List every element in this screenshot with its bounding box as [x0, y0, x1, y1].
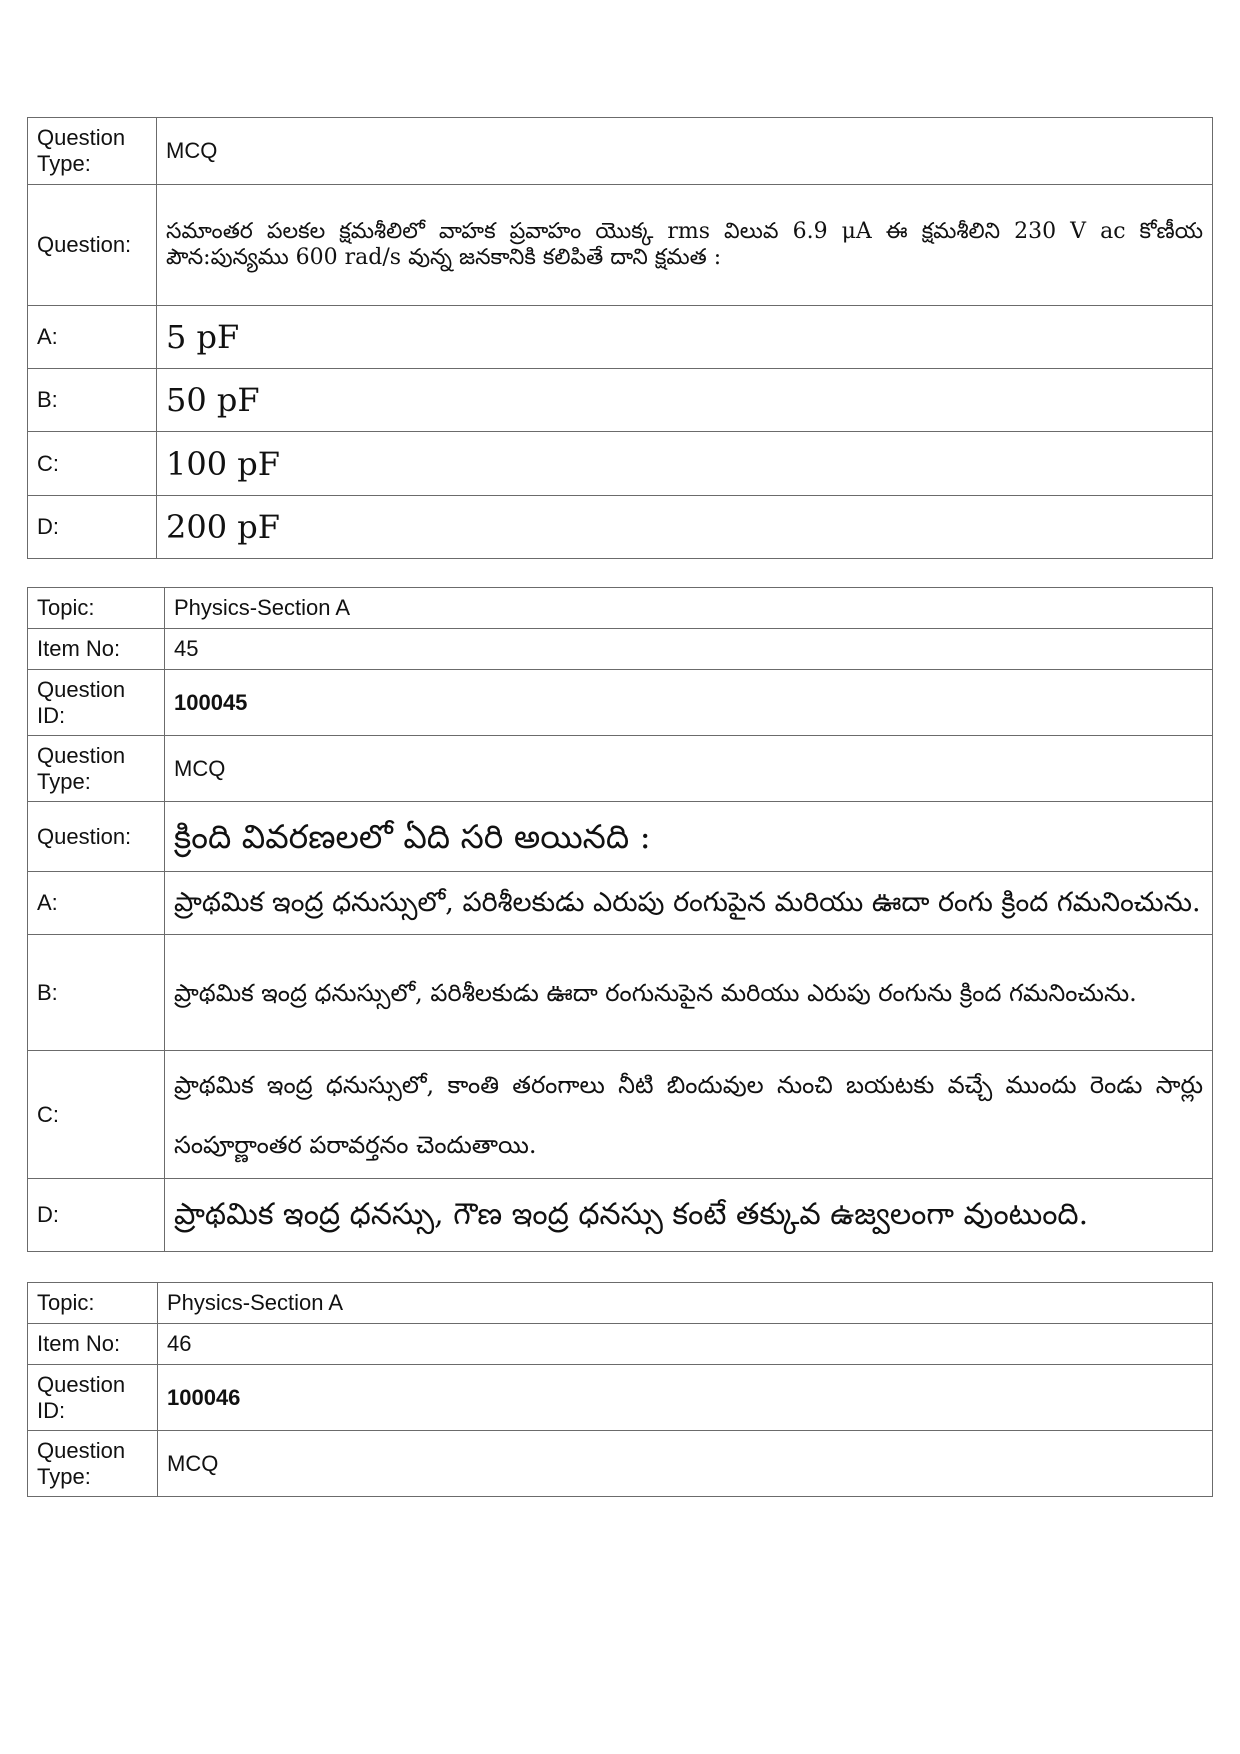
question-row — [28, 802, 1213, 872]
topic-value: Physics-Section A — [165, 588, 1213, 629]
option-c-text: ప్రాథమిక ఇంద్ర ధనుస్సులో, కాంతి తరంగాలు నీటి బిందువుల నుంచి బయటకు వచ్చే ముందు రెండు సార్లు సంపూర్ణాంతర పరావర్తనం చెందుతాయి. — [165, 1051, 1213, 1179]
item-no-label: Item No: — [28, 1324, 158, 1365]
question-label: Question: — [28, 185, 157, 306]
option-c-label: C: — [28, 432, 157, 496]
question-table-2 — [27, 587, 1213, 1252]
question-type-label: Question Type: — [28, 1431, 158, 1497]
question-type-label: Question Type: — [28, 736, 165, 802]
question-text: క్రింది వివరణలలో ఏది సరి అయినది : — [165, 802, 1213, 872]
option-b-text: 50 pF — [157, 369, 1213, 432]
option-b-label: B: — [28, 369, 157, 432]
item-no-label: Item No: — [28, 629, 165, 670]
item-no-row — [28, 1324, 1213, 1365]
option-row-d — [28, 496, 1213, 559]
question-id-label: Question ID: — [28, 1365, 158, 1431]
question-table-3 — [27, 1282, 1213, 1497]
option-d-label: D: — [28, 496, 157, 559]
option-row-a — [28, 872, 1213, 935]
option-d-text: 200 pF — [157, 496, 1213, 559]
question-type-value: MCQ — [157, 118, 1213, 185]
option-row-c — [28, 1051, 1213, 1179]
option-d-text: ప్రాథమిక ఇంద్ర ధనస్సు, గౌణ ఇంద్ర ధనస్సు కంటే తక్కువ ఉజ్వలంగా వుంటుంది. — [165, 1179, 1213, 1252]
option-a-text: 5 pF — [157, 306, 1213, 369]
option-a-label: A: — [28, 306, 157, 369]
topic-label: Topic: — [28, 588, 165, 629]
option-row-c — [28, 432, 1213, 496]
option-c-label: C: — [28, 1051, 165, 1179]
question-label: Question: — [28, 802, 165, 872]
item-no-row — [28, 629, 1213, 670]
option-row-b — [28, 935, 1213, 1051]
option-d-label: D: — [28, 1179, 165, 1252]
option-row-b — [28, 369, 1213, 432]
question-id-label: Question ID: — [28, 670, 165, 736]
option-row-a — [28, 306, 1213, 369]
question-type-row — [28, 736, 1213, 802]
question-type-value: MCQ — [165, 736, 1213, 802]
question-text: సమాంతర పలకల క్షమశీలిలో వాహక ప్రవాహం యొక్క rms విలువ 6.9 μA ఈ క్షమశీలిని 230 V ac కోణీయ పౌన:పున్యము 600 rad/s వున్న జనకానికి కలిపితే దాని క్షమత : — [157, 185, 1213, 306]
option-b-label: B: — [28, 935, 165, 1051]
question-row — [28, 185, 1213, 306]
question-type-value: MCQ — [158, 1431, 1213, 1497]
option-c-text: 100 pF — [157, 432, 1213, 496]
topic-value: Physics-Section A — [158, 1283, 1213, 1324]
question-type-row — [28, 1431, 1213, 1497]
question-id-value: 100046 — [158, 1365, 1213, 1431]
option-a-label: A: — [28, 872, 165, 935]
question-type-row — [28, 118, 1213, 185]
question-table-1 — [27, 117, 1213, 559]
option-a-text: ప్రాథమిక ఇంద్ర ధనుస్సులో, పరిశీలకుడు ఎరుపు రంగుపైన మరియు ఊదా రంగు క్రింద గమనించును. — [165, 872, 1213, 935]
question-id-value: 100045 — [165, 670, 1213, 736]
question-type-label: Question Type: — [28, 118, 157, 185]
question-id-row — [28, 670, 1213, 736]
topic-label: Topic: — [28, 1283, 158, 1324]
item-no-value: 46 — [158, 1324, 1213, 1365]
item-no-value: 45 — [165, 629, 1213, 670]
topic-row — [28, 588, 1213, 629]
option-b-text: ప్రాథమిక ఇంద్ర ధనుస్సులో, పరిశీలకుడు ఊదా రంగునుపైన మరియు ఎరుపు రంగును క్రింద గమనించును. — [165, 935, 1213, 1051]
question-id-row — [28, 1365, 1213, 1431]
topic-row — [28, 1283, 1213, 1324]
option-row-d — [28, 1179, 1213, 1252]
